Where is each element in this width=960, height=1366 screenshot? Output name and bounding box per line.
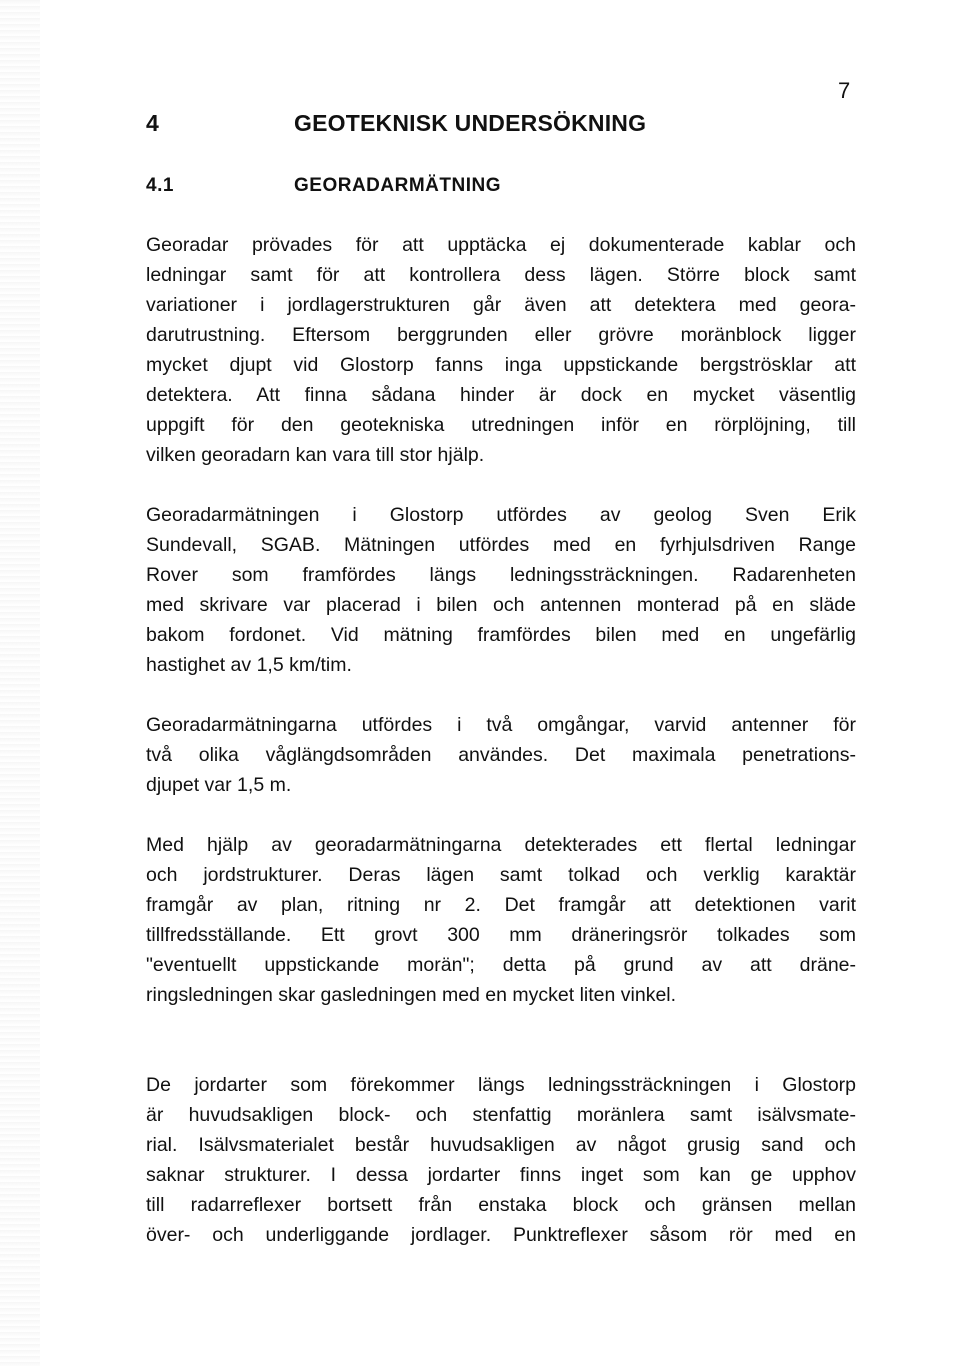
scan-edge-artifact — [0, 0, 40, 1366]
text-line: Med hjälp av georadarmätningarna detekterades ett flertal ledningar — [146, 834, 856, 856]
text-line: till radarreflexer bortsett från enstaka block och gränsen mellan — [146, 1194, 856, 1216]
text-line: variationer i jordlagerstrukturen går även att detektera med geora- — [146, 294, 856, 316]
text-line: och jordstrukturer. Deras lägen samt tolkad och verklig karaktär — [146, 864, 856, 886]
text-line: Sundevall, SGAB. Mätningen utfördes med en fyrhjulsdriven Range — [146, 534, 856, 556]
text-line: djupet var 1,5 m. — [146, 774, 292, 796]
paragraph-1 — [146, 230, 856, 470]
text-line: darutrustning. Eftersom berggrunden eller grövre moränblock ligger — [146, 324, 856, 346]
text-line: två olika våglängdsområden användes. Det maximala penetrations- — [146, 744, 856, 766]
text-line: uppgift för den geotekniska utredningen inför en rörplöjning, till — [146, 414, 856, 436]
text-line: De jordarter som förekommer längs ledningssträckningen i Glostorp — [146, 1074, 856, 1096]
text-line: framgår av plan, ritning nr 2. Det framgår att detektionen varit — [146, 894, 856, 916]
text-line: saknar strukturer. I dessa jordarter finns inget som kan ge upphov — [146, 1164, 856, 1186]
text-line: bakom fordonet. Vid mätning framfördes bilen med en ungefärlig — [146, 624, 856, 646]
text-line: tillfredsställande. Ett grovt 300 mm dräneringsrör tolkades som — [146, 924, 856, 946]
text-line: Georadarmätningen i Glostorp utfördes av geolog Sven Erik — [146, 504, 856, 526]
text-line: rial. Isälvsmaterialet består huvudsakligen av något grusig sand och — [146, 1134, 856, 1156]
section-number: 4 — [146, 110, 159, 136]
paragraph-3 — [146, 710, 856, 800]
text-line: är huvudsakligen block- och stenfattig moränlera samt isälvsmate- — [146, 1104, 856, 1126]
text-line: "eventuellt uppstickande morän"; detta på grund av att dräne- — [146, 954, 856, 976]
text-line: mycket djupt vid Glostorp fanns inga uppstickande bergströsklar att — [146, 354, 856, 376]
subsection-number: 4.1 — [146, 175, 174, 196]
subsection-title: GEORADARMÄTNING — [294, 175, 501, 196]
text-line: Rover som framfördes längs ledningssträckningen. Radarenheten — [146, 564, 856, 586]
paragraph-5 — [146, 1070, 856, 1250]
paragraph-2 — [146, 500, 856, 680]
text-line: med skrivare var placerad i bilen och antennen monterad på en släde — [146, 594, 856, 616]
text-line: över- och underliggande jordlager. Punktreflexer såsom rör med en — [146, 1224, 856, 1246]
section-title: GEOTEKNISK UNDERSÖKNING — [294, 110, 647, 136]
text-line: ringsledningen skar gasledningen med en mycket liten vinkel. — [146, 984, 677, 1006]
text-line: detektera. Att finna sådana hinder är dock en mycket väsentlig — [146, 384, 856, 406]
paragraph-4 — [146, 830, 856, 1010]
page-number: 7 — [838, 78, 851, 103]
text-line: Georadar prövades för att upptäcka ej dokumenterade kablar och — [146, 234, 856, 256]
text-line: Georadarmätningarna utfördes i två omgångar, varvid antenner för — [146, 714, 856, 736]
text-line: ledningar samt för att kontrollera dess lägen. Större block samt — [146, 264, 856, 286]
text-line: vilken georadarn kan vara till stor hjälp. — [146, 444, 485, 466]
text-line: hastighet av 1,5 km/tim. — [146, 654, 352, 676]
